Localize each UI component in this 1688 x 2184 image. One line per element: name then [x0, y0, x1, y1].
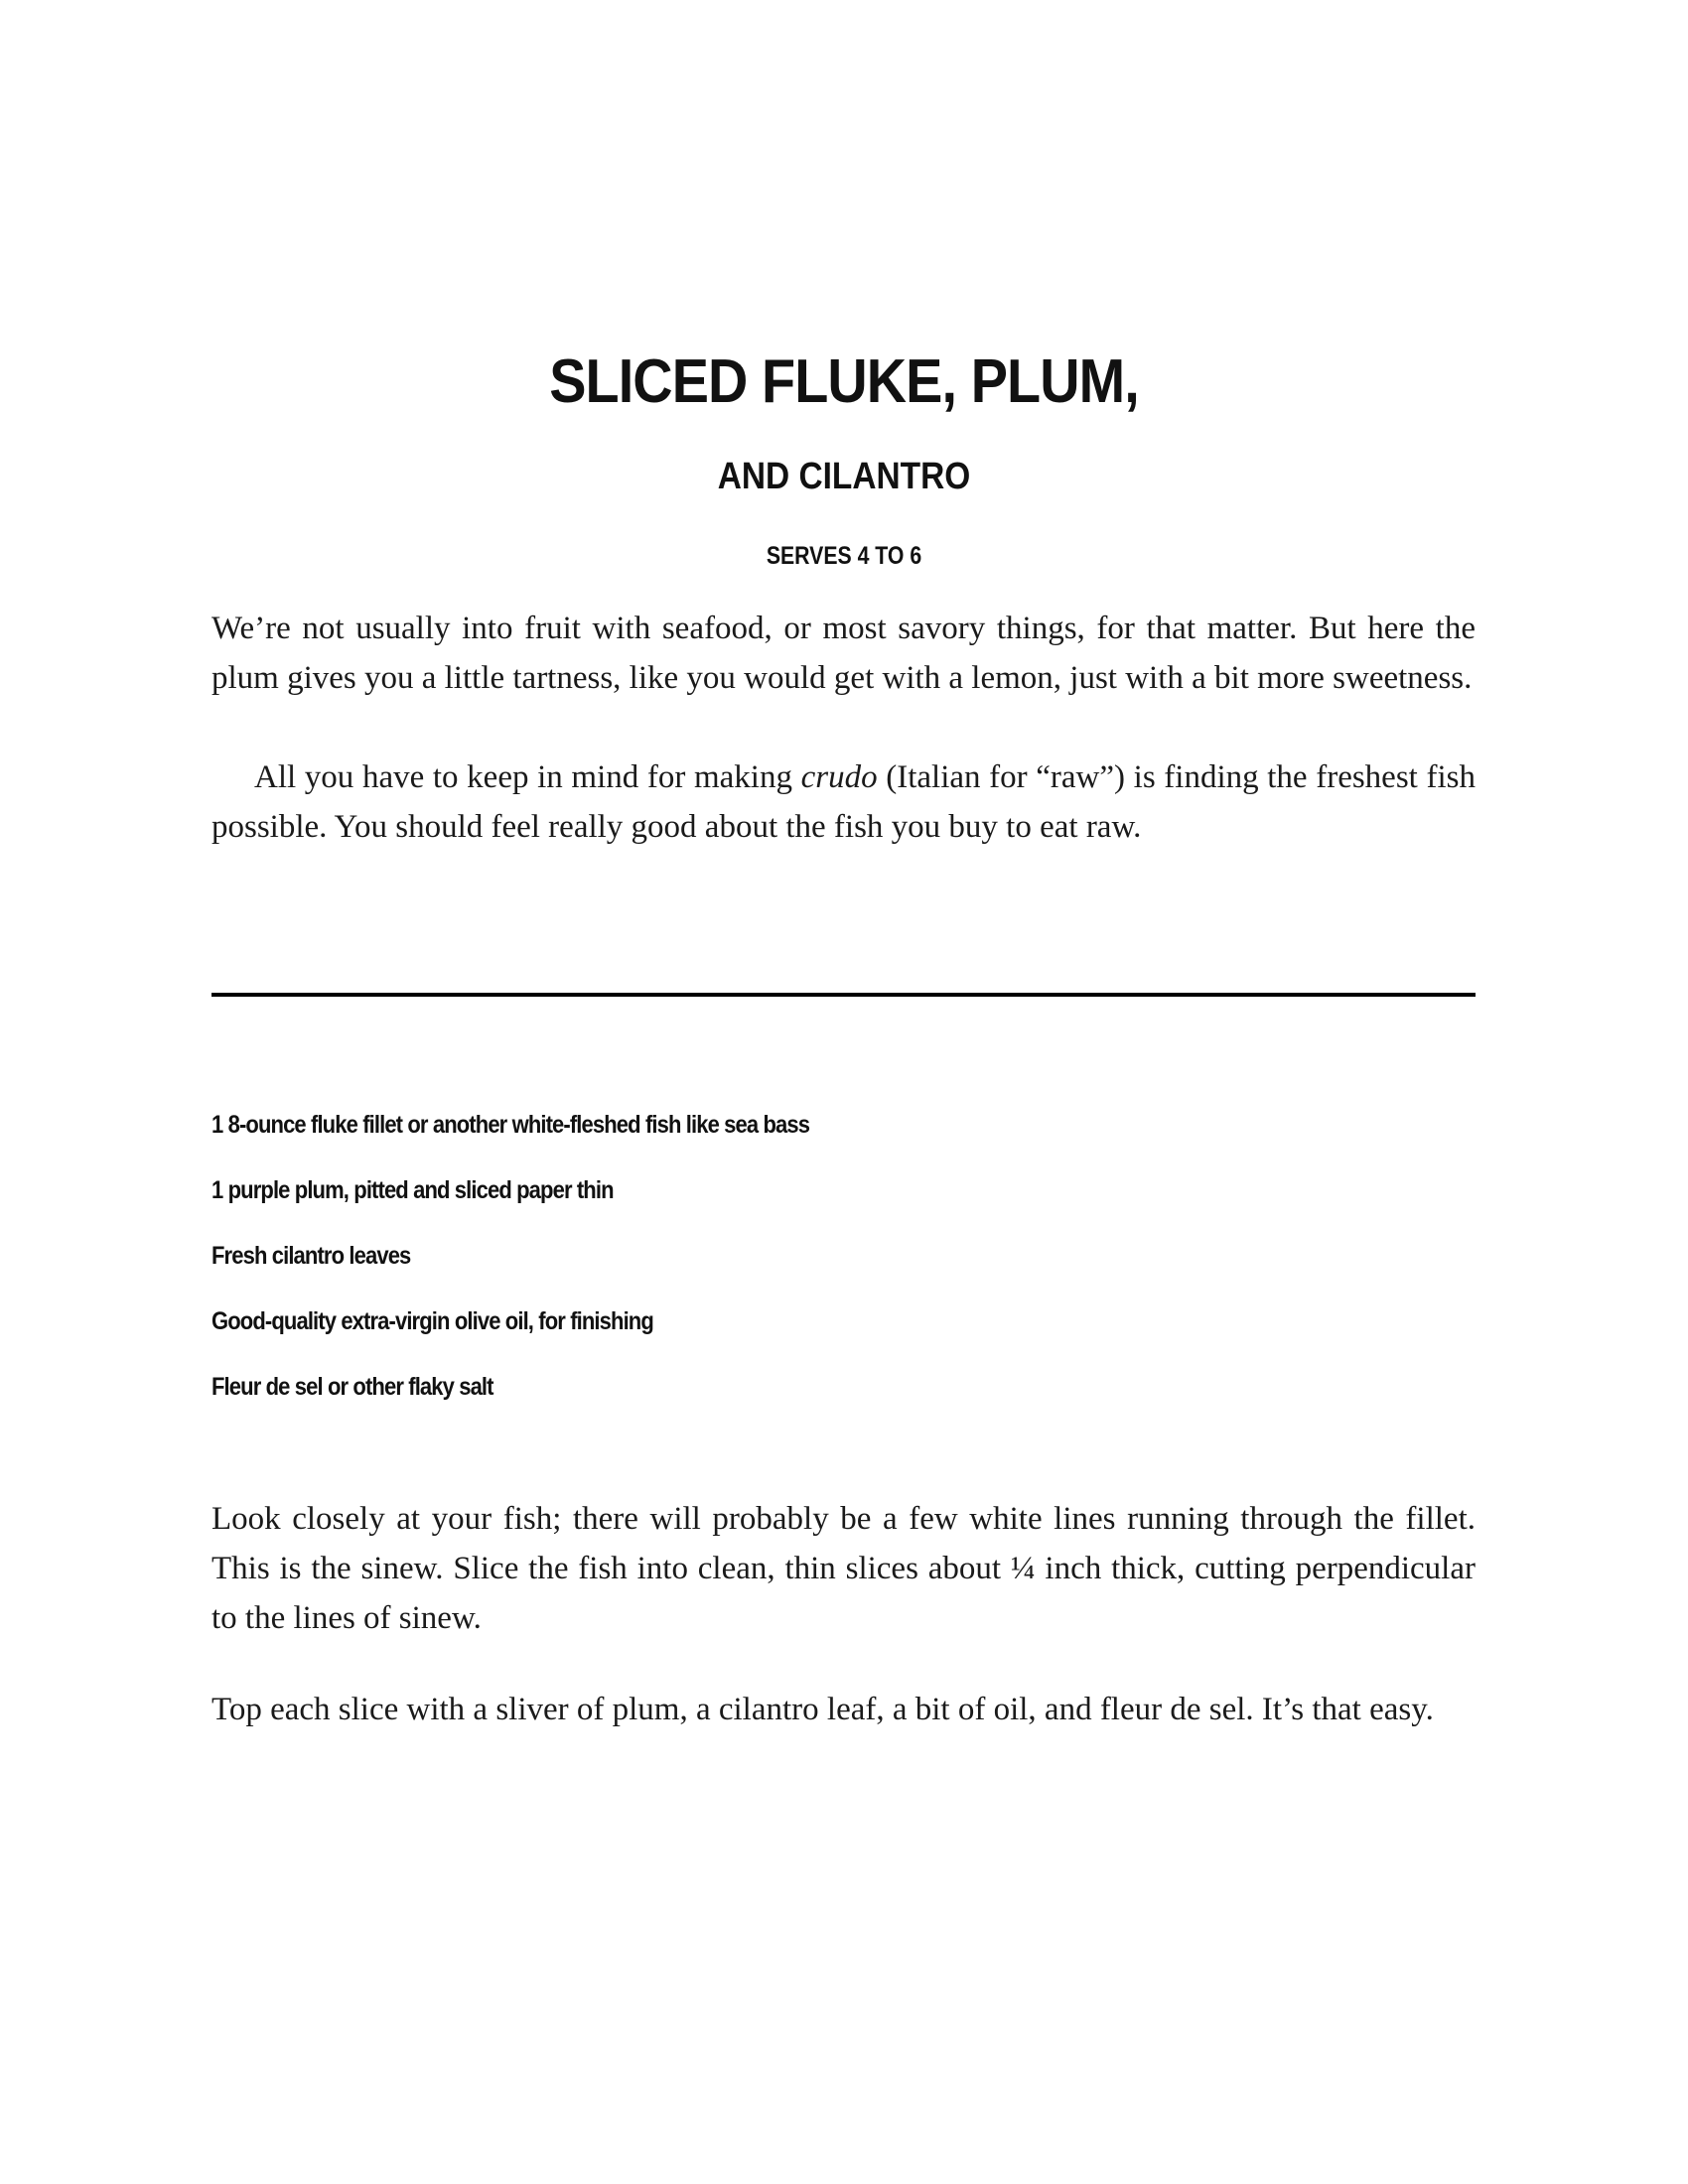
serves-label: SERVES 4 TO 6 — [766, 542, 922, 570]
method-step-1: Look closely at your fish; there will probably be a few white lines running through the fillet. This is the sinew. Slice the fish into clean, thin slices about ¼ inch thick, cutting perpendicular to the lines of sinew. — [211, 1501, 1476, 1636]
ingredient-item: 1 8-ounce fluke fillet or another white-fleshed fish like sea bass — [211, 1111, 810, 1139]
ingredient-item: Fleur de sel or other flaky salt — [211, 1373, 493, 1401]
ingredient-item: Fresh cilantro leaves — [211, 1242, 411, 1270]
recipe-title: SLICED FLUKE, PLUM, — [549, 347, 1139, 416]
intro-paragraph-2 — [211, 752, 1476, 852]
ingredient-list — [211, 1107, 1204, 1434]
intro-paragraph-2-end: (Italian for “raw”) is finding the freshest fish possible. You should feel really good about the fish you buy to eat raw. — [211, 759, 1476, 845]
intro-paragraph-2-start: All you have to keep in mind for making — [254, 759, 801, 795]
crudo-term: crudo — [800, 759, 878, 795]
ingredient-item: Good-quality extra-virgin olive oil, for finishing — [211, 1307, 653, 1335]
intro-paragraph-1: We’re not usually into fruit with seafood, or most savory things, for that matter. But here the plum gives you a little tartness, like you would get with a lemon, just with a bit more sweetness. — [211, 611, 1476, 696]
method-step-2: Top each slice with a sliver of plum, a cilantro leaf, a bit of oil, and fleur de sel. It’s that easy. — [211, 1692, 1434, 1727]
section-divider — [211, 993, 1476, 997]
recipe-subtitle: AND CILANTRO — [717, 456, 971, 497]
ingredient-item: 1 purple plum, pitted and sliced paper thin — [211, 1176, 614, 1204]
